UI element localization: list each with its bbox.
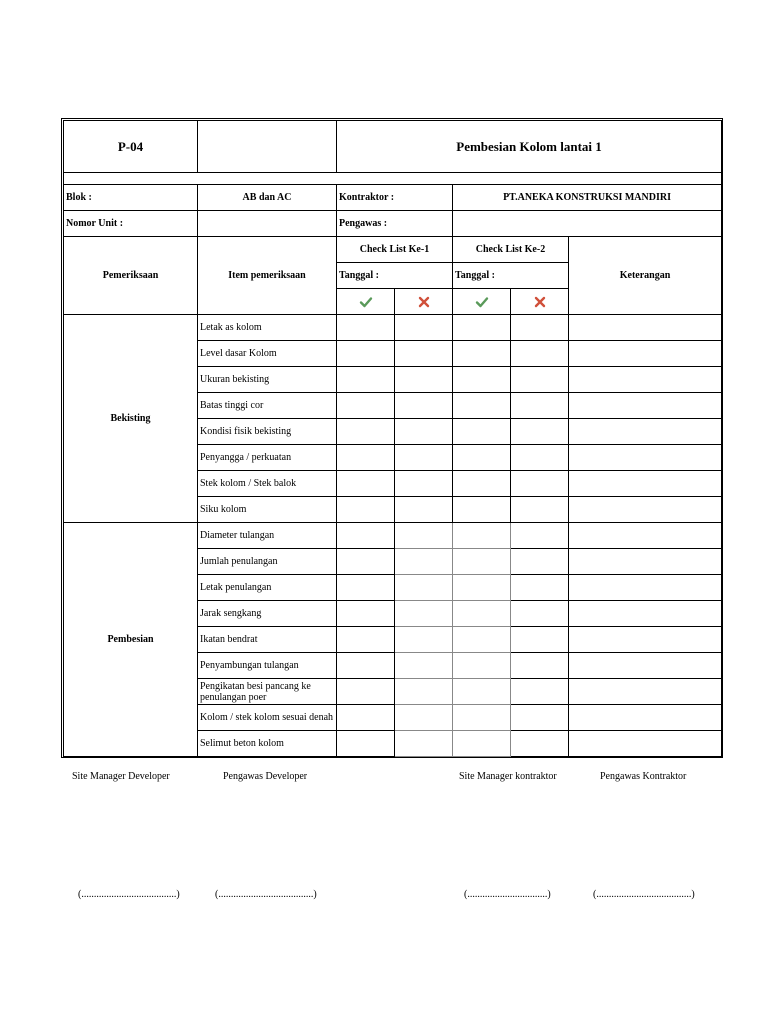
check2-ok-cell[interactable] bbox=[453, 497, 511, 523]
check1-ok-cell[interactable] bbox=[337, 679, 395, 705]
check1-ok-cell[interactable] bbox=[337, 731, 395, 757]
check1-ok-cell[interactable] bbox=[337, 523, 395, 549]
inspection-form-table bbox=[63, 120, 722, 757]
check2-ok-cell[interactable] bbox=[453, 315, 511, 341]
group-label: Bekisting bbox=[64, 315, 198, 523]
nomor-unit-field[interactable] bbox=[198, 211, 337, 237]
keterangan-cell[interactable] bbox=[569, 471, 722, 497]
tanggal-1-label[interactable]: Tanggal : bbox=[337, 263, 453, 289]
keterangan-cell[interactable] bbox=[569, 679, 722, 705]
check2-fail-cell[interactable] bbox=[511, 679, 569, 705]
keterangan-cell[interactable] bbox=[569, 731, 722, 757]
check1-fail-cell[interactable] bbox=[395, 445, 453, 471]
keterangan-cell[interactable] bbox=[569, 445, 722, 471]
table-row bbox=[64, 523, 722, 549]
check1-fail-cell[interactable] bbox=[395, 601, 453, 627]
check2-ok-cell[interactable] bbox=[453, 731, 511, 757]
check1-ok-cell[interactable] bbox=[337, 445, 395, 471]
keterangan-cell[interactable] bbox=[569, 419, 722, 445]
keterangan-cell[interactable] bbox=[569, 315, 722, 341]
check2-ok-cell[interactable] bbox=[453, 549, 511, 575]
keterangan-cell[interactable] bbox=[569, 653, 722, 679]
check2-fail-cell[interactable] bbox=[511, 419, 569, 445]
keterangan-cell[interactable] bbox=[569, 393, 722, 419]
check1-fail-cell[interactable] bbox=[395, 419, 453, 445]
signature-line[interactable]: (......................................) bbox=[78, 889, 180, 900]
form-title: Pembesian Kolom lantai 1 bbox=[337, 121, 722, 173]
item-label: Penyambungan tulangan bbox=[198, 653, 337, 679]
check1-ok-cell[interactable] bbox=[337, 471, 395, 497]
item-label: Jarak sengkang bbox=[198, 601, 337, 627]
check1-fail-cell[interactable] bbox=[395, 705, 453, 731]
check-mark-icon bbox=[359, 295, 373, 309]
signature-title: Site Manager kontraktor bbox=[459, 771, 557, 782]
check2-ok-cell[interactable] bbox=[453, 653, 511, 679]
check1-ok-cell[interactable] bbox=[337, 393, 395, 419]
check2-ok-cell[interactable] bbox=[453, 445, 511, 471]
cross-mark-icon bbox=[417, 295, 431, 309]
check1-fail-cell[interactable] bbox=[395, 679, 453, 705]
keterangan-cell[interactable] bbox=[569, 549, 722, 575]
keterangan-cell[interactable] bbox=[569, 627, 722, 653]
check2-ok-cell[interactable] bbox=[453, 471, 511, 497]
check1-ok-cell[interactable] bbox=[337, 653, 395, 679]
check2-fail-cell[interactable] bbox=[511, 627, 569, 653]
pengawas-label: Pengawas : bbox=[337, 211, 453, 237]
form-code-blank bbox=[198, 121, 337, 173]
check1-fail-cell[interactable] bbox=[395, 367, 453, 393]
item-label: Stek kolom / Stek balok bbox=[198, 471, 337, 497]
check1-fail-cell[interactable] bbox=[395, 731, 453, 757]
check1-fail-header bbox=[395, 289, 453, 315]
keterangan-cell[interactable] bbox=[569, 575, 722, 601]
column-header-keterangan: Keterangan bbox=[569, 237, 722, 315]
check1-ok-cell[interactable] bbox=[337, 549, 395, 575]
signature-line[interactable]: (......................................) bbox=[215, 889, 317, 900]
check2-fail-cell[interactable] bbox=[511, 575, 569, 601]
group-label: Pembesian bbox=[64, 523, 198, 757]
check2-ok-cell[interactable] bbox=[453, 419, 511, 445]
column-header-check1: Check List Ke-1 bbox=[337, 237, 453, 263]
check2-ok-cell[interactable] bbox=[453, 341, 511, 367]
item-label: Batas tinggi cor bbox=[198, 393, 337, 419]
check2-fail-cell[interactable] bbox=[511, 445, 569, 471]
signature-title: Pengawas Kontraktor bbox=[600, 771, 687, 782]
check1-ok-cell[interactable] bbox=[337, 601, 395, 627]
check1-fail-cell[interactable] bbox=[395, 575, 453, 601]
item-label: Ukuran bekisting bbox=[198, 367, 337, 393]
check1-fail-cell[interactable] bbox=[395, 549, 453, 575]
check1-ok-cell[interactable] bbox=[337, 367, 395, 393]
signature-title: Pengawas Developer bbox=[223, 771, 308, 782]
signature-line[interactable]: (......................................) bbox=[593, 889, 695, 900]
check1-ok-header bbox=[337, 289, 395, 315]
signature-title: Site Manager Developer bbox=[72, 771, 170, 782]
item-label: Level dasar Kolom bbox=[198, 341, 337, 367]
check1-fail-cell[interactable] bbox=[395, 497, 453, 523]
check2-fail-cell[interactable] bbox=[511, 393, 569, 419]
check2-fail-cell[interactable] bbox=[511, 601, 569, 627]
table-row bbox=[64, 315, 722, 341]
check1-ok-cell[interactable] bbox=[337, 315, 395, 341]
check2-fail-cell[interactable] bbox=[511, 523, 569, 549]
item-label: Jumlah penulangan bbox=[198, 549, 337, 575]
tanggal-2-label[interactable]: Tanggal : bbox=[453, 263, 569, 289]
column-header-check2: Check List Ke-2 bbox=[453, 237, 569, 263]
item-label: Letak as kolom bbox=[198, 315, 337, 341]
cross-mark-icon bbox=[533, 295, 547, 309]
column-header-pemeriksaan: Pemeriksaan bbox=[64, 237, 198, 315]
check1-fail-cell[interactable] bbox=[395, 393, 453, 419]
check1-fail-cell[interactable] bbox=[395, 341, 453, 367]
keterangan-cell[interactable] bbox=[569, 705, 722, 731]
check2-fail-cell[interactable] bbox=[511, 497, 569, 523]
check-mark-icon bbox=[475, 295, 489, 309]
check1-ok-cell[interactable] bbox=[337, 705, 395, 731]
item-label: Selimut beton kolom bbox=[198, 731, 337, 757]
check2-ok-cell[interactable] bbox=[453, 601, 511, 627]
item-label: Ikatan bendrat bbox=[198, 627, 337, 653]
item-label: Pengikatan besi pancang ke penulangan poer bbox=[198, 679, 337, 705]
form-code: P-04 bbox=[64, 121, 198, 173]
check1-fail-cell[interactable] bbox=[395, 653, 453, 679]
check2-fail-cell[interactable] bbox=[511, 471, 569, 497]
check2-ok-cell[interactable] bbox=[453, 627, 511, 653]
check2-ok-cell[interactable] bbox=[453, 705, 511, 731]
blok-value[interactable]: AB dan AC bbox=[198, 185, 337, 211]
item-label: Diameter tulangan bbox=[198, 523, 337, 549]
kontraktor-value[interactable]: PT.ANEKA KONSTRUKSI MANDIRI bbox=[453, 185, 722, 211]
check2-ok-cell[interactable] bbox=[453, 523, 511, 549]
keterangan-cell[interactable] bbox=[569, 601, 722, 627]
check2-fail-cell[interactable] bbox=[511, 341, 569, 367]
check2-fail-cell[interactable] bbox=[511, 731, 569, 757]
check2-ok-cell[interactable] bbox=[453, 393, 511, 419]
pengawas-field[interactable] bbox=[453, 211, 722, 237]
item-label: Letak penulangan bbox=[198, 575, 337, 601]
check1-ok-cell[interactable] bbox=[337, 575, 395, 601]
check1-fail-cell[interactable] bbox=[395, 523, 453, 549]
spacer-row bbox=[64, 173, 722, 185]
check1-fail-cell[interactable] bbox=[395, 627, 453, 653]
keterangan-cell[interactable] bbox=[569, 523, 722, 549]
check1-fail-cell[interactable] bbox=[395, 315, 453, 341]
signature-line[interactable]: (................................) bbox=[464, 889, 551, 900]
check2-fail-cell[interactable] bbox=[511, 653, 569, 679]
keterangan-cell[interactable] bbox=[569, 497, 722, 523]
check2-ok-cell[interactable] bbox=[453, 367, 511, 393]
check1-fail-cell[interactable] bbox=[395, 471, 453, 497]
keterangan-cell[interactable] bbox=[569, 341, 722, 367]
item-label: Penyangga / perkuatan bbox=[198, 445, 337, 471]
check2-fail-cell[interactable] bbox=[511, 315, 569, 341]
kontraktor-label: Kontraktor : bbox=[337, 185, 453, 211]
check1-ok-cell[interactable] bbox=[337, 627, 395, 653]
item-label: Kolom / stek kolom sesuai denah bbox=[198, 705, 337, 731]
check2-fail-cell[interactable] bbox=[511, 367, 569, 393]
check1-ok-cell[interactable] bbox=[337, 419, 395, 445]
check1-ok-cell[interactable] bbox=[337, 341, 395, 367]
check2-ok-cell[interactable] bbox=[453, 575, 511, 601]
nomor-unit-label: Nomor Unit : bbox=[64, 211, 198, 237]
check2-fail-header bbox=[511, 289, 569, 315]
check2-ok-cell[interactable] bbox=[453, 679, 511, 705]
check2-fail-cell[interactable] bbox=[511, 549, 569, 575]
column-header-item: Item pemeriksaan bbox=[198, 237, 337, 315]
check2-fail-cell[interactable] bbox=[511, 705, 569, 731]
check2-ok-header bbox=[453, 289, 511, 315]
item-label: Kondisi fisik bekisting bbox=[198, 419, 337, 445]
item-label: Siku kolom bbox=[198, 497, 337, 523]
check1-ok-cell[interactable] bbox=[337, 497, 395, 523]
blok-label: Blok : bbox=[64, 185, 198, 211]
keterangan-cell[interactable] bbox=[569, 367, 722, 393]
